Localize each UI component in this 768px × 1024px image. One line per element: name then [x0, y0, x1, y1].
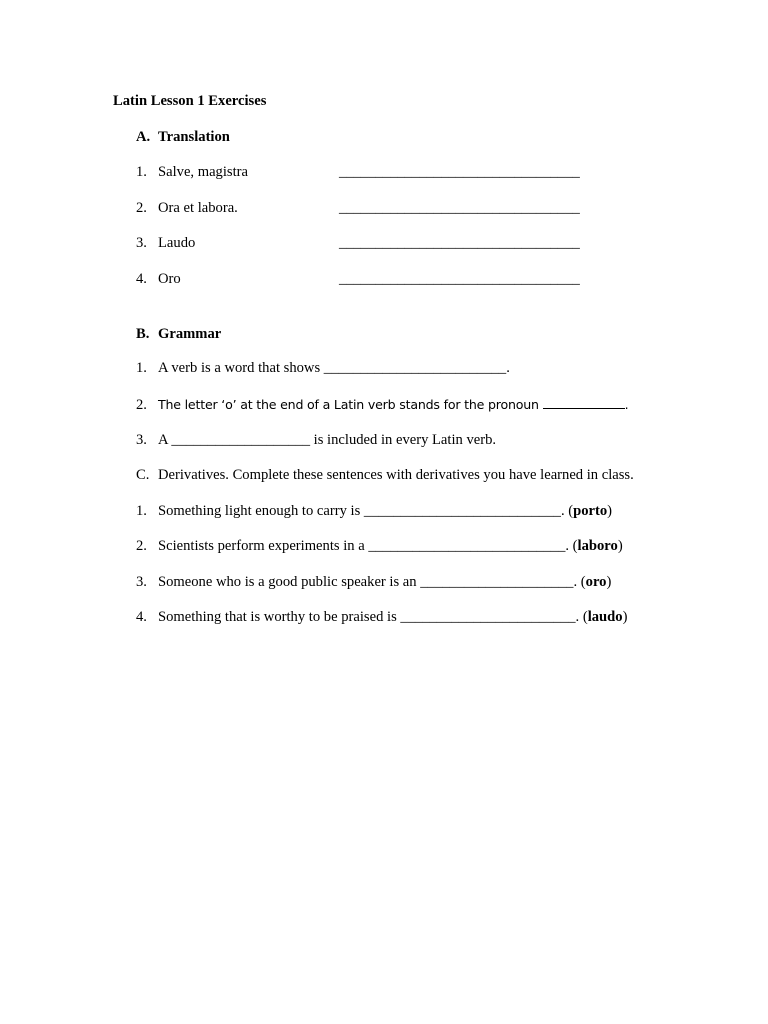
answer-blank[interactable]: ___________________________	[363, 503, 561, 519]
answer-blank[interactable]: _____________________	[420, 574, 574, 590]
item-number: 3.	[136, 235, 147, 251]
item-text: The letter ‘o’ at the end of a Latin verb stands for the pronoun	[158, 397, 543, 412]
item-text-end: .	[506, 360, 510, 376]
item-number: 2.	[136, 538, 147, 554]
list-item	[136, 609, 627, 626]
list-item	[136, 164, 248, 181]
item-text: A	[158, 432, 172, 448]
section-b-heading	[136, 326, 221, 343]
answer-blank[interactable]: _________________________________	[339, 271, 580, 287]
item-text: Something that is worthy to be praised is	[158, 609, 401, 625]
item-number: 4.	[136, 271, 147, 287]
hint-close: )	[617, 538, 623, 554]
answer-blank[interactable]: _________________________________	[339, 164, 580, 180]
hint-close: )	[607, 503, 613, 519]
item-number: 2.	[136, 397, 147, 413]
section-letter: A.	[136, 129, 151, 145]
latin-hint: laboro	[577, 538, 618, 554]
answer-blank[interactable]: _________________________	[323, 360, 507, 376]
section-letter: C.	[136, 467, 150, 483]
item-text-end: . (	[560, 503, 574, 519]
item-text: Oro	[158, 271, 181, 287]
answer-blank[interactable]: ________________________	[400, 609, 576, 625]
answer-blank[interactable]: _________________________________	[339, 235, 580, 251]
latin-hint: porto	[573, 503, 608, 519]
item-text-end: . (	[575, 609, 588, 625]
answer-blank[interactable]: _________________________________	[339, 200, 580, 216]
list-item	[136, 360, 510, 377]
list-item	[136, 235, 195, 252]
hint-close: )	[622, 609, 628, 625]
item-number: 1.	[136, 360, 147, 376]
page-title: Latin Lesson 1 Exercises	[113, 93, 267, 109]
item-number: 3.	[136, 432, 147, 448]
latin-hint: oro	[585, 574, 607, 590]
list-item	[136, 574, 611, 591]
section-title: Translation	[158, 129, 230, 145]
item-number: 3.	[136, 574, 147, 590]
section-c-heading	[136, 467, 634, 484]
item-number: 2.	[136, 200, 147, 216]
hint-close: )	[606, 574, 612, 590]
item-text-end: . (	[565, 538, 578, 554]
item-text: Something light enough to carry is	[158, 503, 364, 519]
section-letter: B.	[136, 326, 150, 342]
list-item	[136, 503, 612, 520]
item-text: A verb is a word that shows	[158, 360, 324, 376]
answer-blank[interactable]: ___________________	[171, 432, 311, 448]
item-text-end: .	[624, 397, 629, 412]
section-a-heading	[136, 129, 230, 146]
item-text: Someone who is a good public speaker is an	[158, 574, 421, 590]
item-text: Salve, magistra	[158, 164, 248, 180]
item-text: Ora et labora.	[158, 200, 238, 216]
answer-blank[interactable]: ___________________________	[368, 538, 566, 554]
section-title: Derivatives. Complete these sentences with derivatives you have learned in class.	[158, 467, 634, 483]
item-text: Laudo	[158, 235, 196, 251]
item-number: 1.	[136, 503, 147, 519]
item-number: 1.	[136, 164, 147, 180]
list-item	[136, 538, 623, 555]
latin-hint: laudo	[587, 609, 623, 625]
item-text-end: . (	[573, 574, 586, 590]
item-text: Scientists perform experiments in a	[158, 538, 369, 554]
list-item	[136, 271, 181, 288]
section-title: Grammar	[158, 326, 222, 342]
list-item	[136, 396, 628, 414]
list-item	[136, 432, 496, 449]
item-number: 4.	[136, 609, 147, 625]
answer-blank[interactable]	[543, 396, 625, 409]
list-item	[136, 200, 238, 217]
item-text-end: is included in every Latin verb.	[310, 432, 497, 448]
